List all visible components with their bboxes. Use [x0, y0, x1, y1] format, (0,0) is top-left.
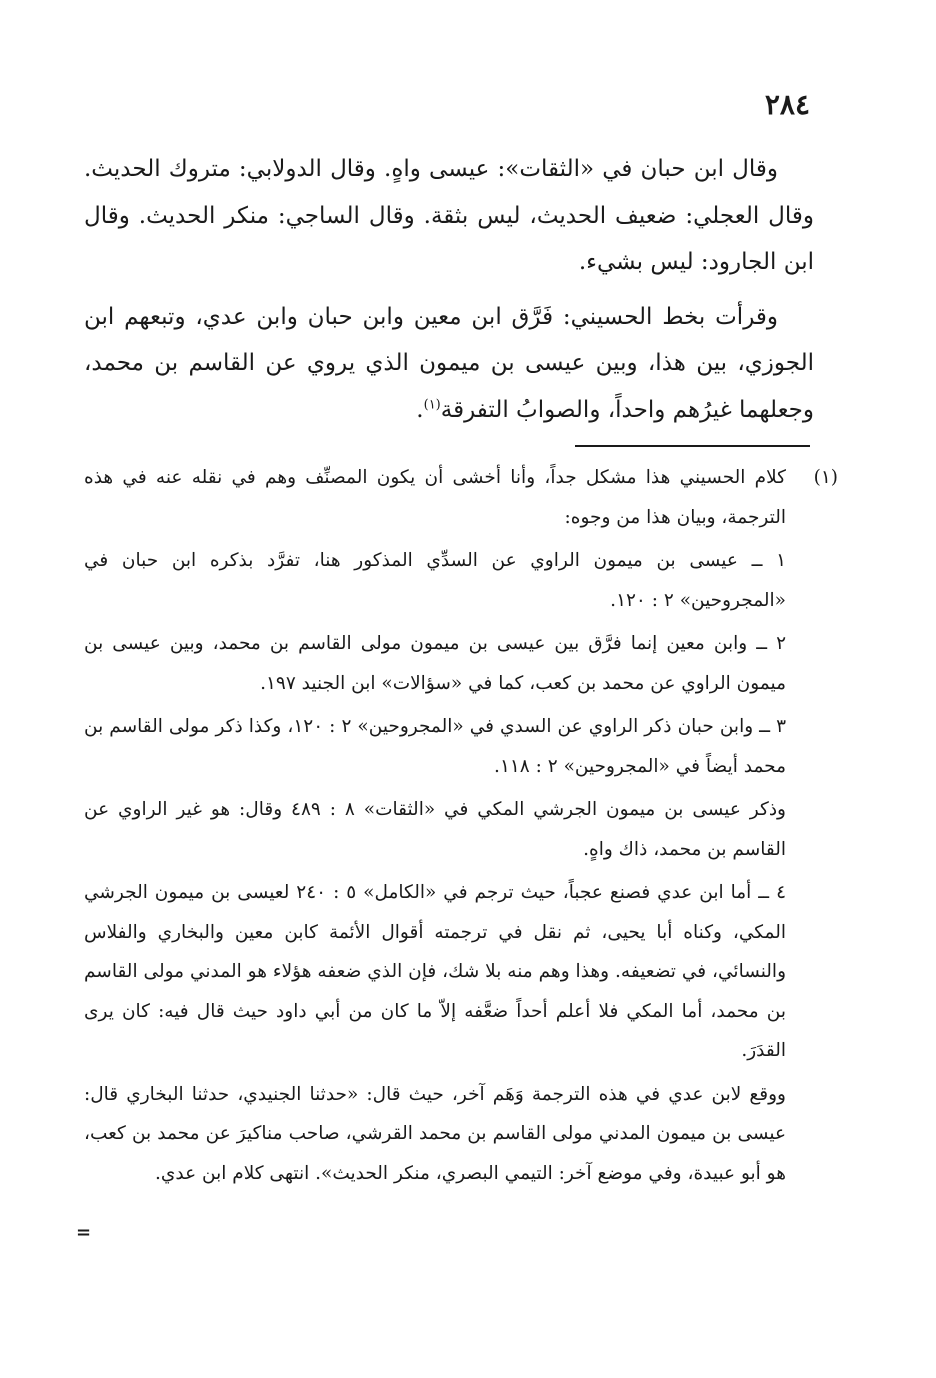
main-text: [84, 146, 814, 441]
footnote-paragraph: وذكر عيسى بن ميمون الجرشي المكي في «الثقات» ٨ : ٤٨٩ وقال: هو غير الراوي عن القاسم بن محمد، ذاك واهٍ.: [84, 799, 786, 860]
main-paragraph: وقرأت بخط الحسيني: فَرَّق ابن معين وابن حبان وابن عدي، وتبعهم ابن الجوزي، بين هذا، وبين عيسى بن ميمون الذي يروي عن القاسم بن محمد، وجعلهما غيرُهم واحداً، والصوابُ التفرقة$^{(١)}$.: [84, 303, 814, 423]
footnote-paragraph: ١ ــ عيسى بن ميمون الراوي عن السدِّي المذكور هنا، تفرَّد بذكره ابن حبان في «المجروحين» ٢ : ١٢٠.: [84, 550, 786, 611]
footnote-paragraph: ٤ ــ أما ابن عدي فصنع عجباً، حيث ترجم في «الكامل» ٥ : ٢٤٠ لعيسى بن ميمون الجرشي المكي، وكناه أبا يحيى، ثم نقل في ترجمته أقوال الأئمة كابن معين والبخاري والفلاس والنسائي، في تضعيفه. وهذا وهم منه بلا شك، فإن الذي ضعفه هؤلاء هو المدني مولى القاسم بن محمد، أما المكي فلا أعلم أحداً ضعَّفه إلاّ ما كان من أبي داود حيث قال فيه: كان يرى القدَرَ.: [84, 882, 786, 1061]
footnote-reference[interactable]: (١): [423, 396, 441, 412]
page-number: ٢٨٤: [764, 88, 810, 121]
footnote-paragraph: ووقع لابن عدي في هذه الترجمة وَهَم آخر، حيث قال: «حدثنا الجنيدي، حدثنا البخاري قال: عيسى بن ميمون المدني مولى القاسم بن محمد القرشي، صاحب مناكيرَ عن محمد بن كعب، هو أبو عبيدة، وفي موضع آخر: التيمي البصري، منكر الحديث». انتهى كلام ابن عدي.: [84, 1083, 786, 1184]
footnote-paragraph: (١) كلام الحسيني هذا مشكل جداً، وأنا أخشى أن يكون المصنِّف وهم في نقله عنه في هذه الترجمة، وبيان هذا من وجوه:: [84, 458, 786, 537]
footnote-separator: [575, 445, 810, 447]
main-paragraph: وقال ابن حبان في «الثقات»: عيسى واهٍ. وقال الدولابي: متروك الحديث. وقال العجلي: ضعيف الحديث، ليس بثقة. وقال الساجي: منكر الحديث. وقال ابن الجارود: ليس بشيء.: [84, 156, 814, 275]
continuation-mark: =: [76, 1222, 92, 1243]
footnote-paragraph: ٢ ــ وابن معين إنما فرَّق بين عيسى بن ميمون مولى القاسم بن محمد، وبين عيسى بن ميمون الراوي عن محمد بن كعب، كما في «سؤالات» ابن الجنيد ١٩٧.: [84, 633, 786, 694]
footnote-marker: (١): [813, 467, 838, 488]
footnote-paragraph: ٣ ــ وابن حبان ذكر الراوي عن السدي في «المجروحين» ٢ : ١٢٠، وكذا ذكر مولى القاسم بن محمد أيضاً في «المجروحين» ٢ : ١١٨.: [84, 716, 786, 777]
footnotes: [84, 458, 838, 1197]
